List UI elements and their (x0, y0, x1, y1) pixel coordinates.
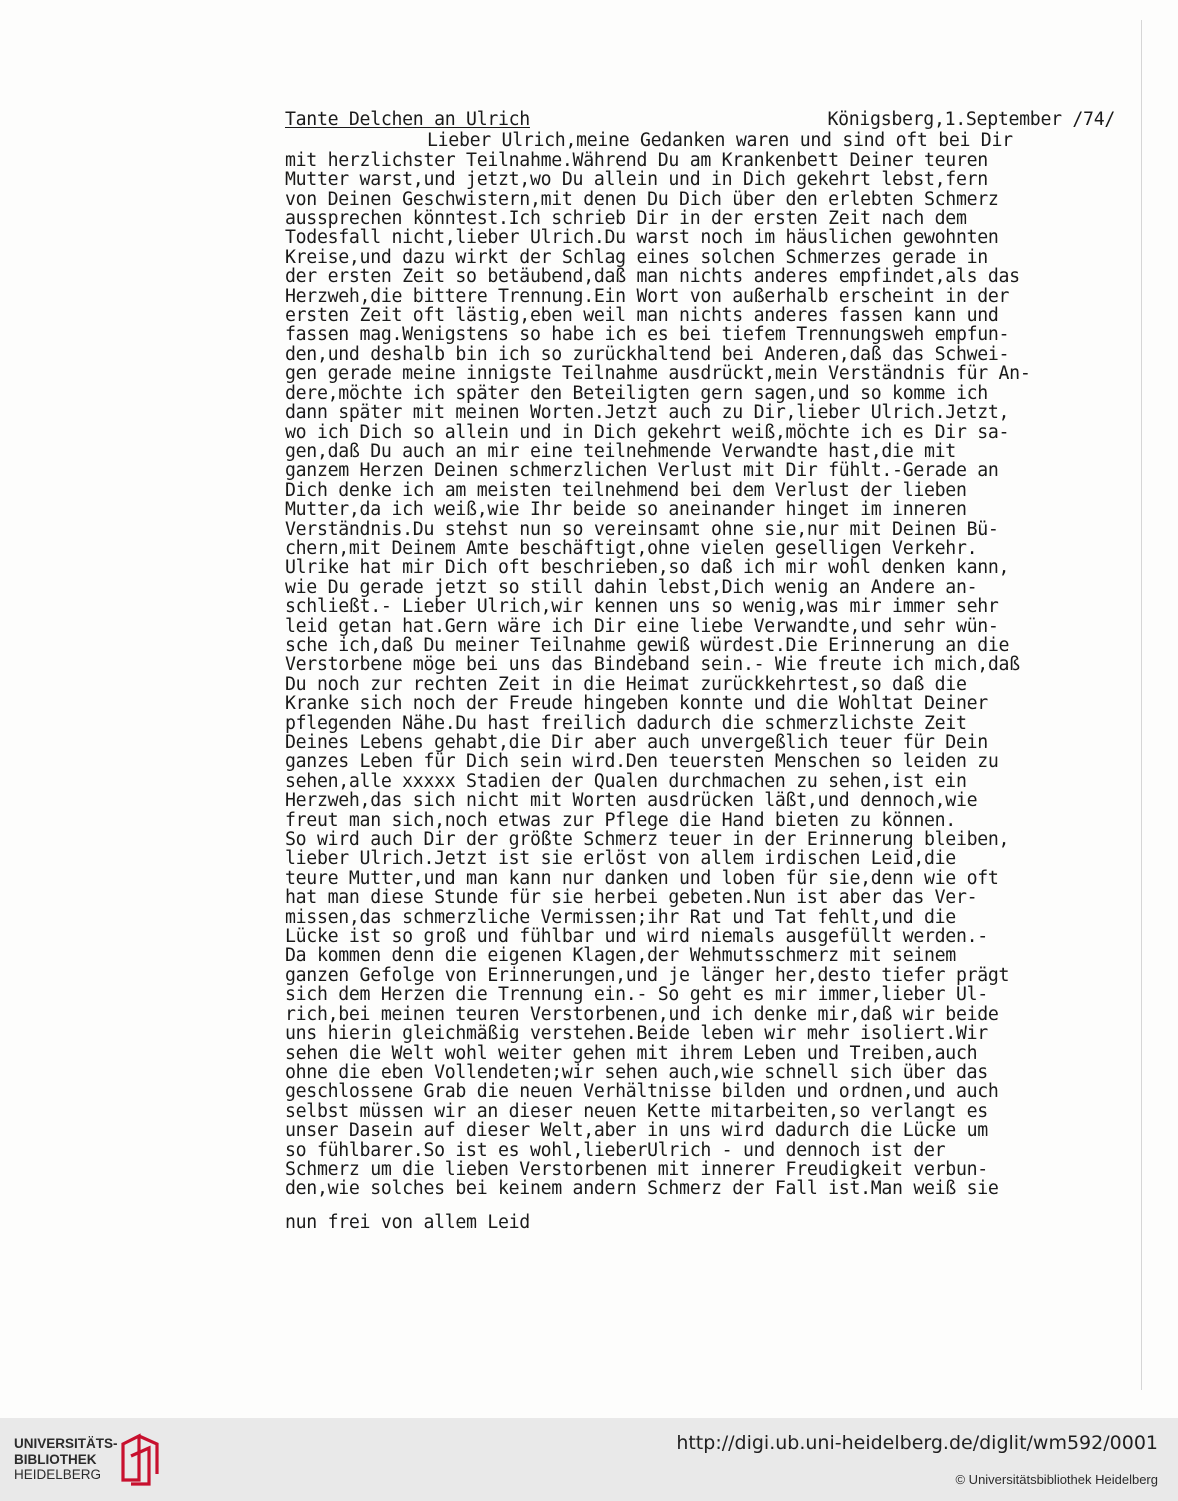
letter-line: Lieber Ulrich,meine Gedanken waren und sind oft bei Dir (427, 131, 1013, 151)
library-emblem-icon (117, 1430, 165, 1486)
letter-line: Todesfall nicht,lieber Ulrich.Du warst noch im häuslichen gewohnten (285, 228, 999, 248)
letter-line: sehen die Welt wohl weiter gehen mit ihrem Leben und Treiben,auch (285, 1043, 978, 1063)
logo-line-1: UNIVERSITÄTS- (14, 1436, 118, 1451)
letter-line: fassen mag.Wenigstens so habe ich es bei tiefem Trennungsweh empfun- (285, 325, 1010, 345)
letter-line: ersten Zeit oft lästig,eben weil man nichts anderes fassen kann und (285, 306, 999, 326)
letter-title: Tante Delchen an Ulrich (285, 109, 530, 130)
letter-line: ganzem Herzen Deinen schmerzlichen Verlust mit Dir fühlt.-Gerade an (285, 461, 999, 481)
letter-header (285, 110, 1115, 129)
letter-line: ganzen Gefolge von Erinnerungen,und je länger her,desto tiefer prägt (285, 965, 1010, 986)
letter-line: So wird auch Dir der größte Schmerz teuer in der Erinnerung bleiben, (285, 830, 1010, 850)
letter-line: gen,daß Du auch an mir eine teilnehmende Verwandte hast,die mit (285, 441, 956, 462)
letter-line: Kreise,und dazu wirkt der Schlag eines solchen Schmerzes gerade in (285, 247, 988, 268)
letter-line: Herzweh,die bittere Trennung.Ein Wort von außerhalb erscheint in der (285, 286, 1010, 307)
letter-line: Verständnis.Du stehst nun so vereinsamt ohne sie,nur mit Deinen Bü- (285, 519, 999, 539)
letter-line: den,und deshalb bin ich so zurückhaltend bei Anderen,daß das Schwei- (285, 344, 1010, 365)
letter-line: sehen,alle xxxxx Stadien der Qualen durchmachen zu sehen,ist ein (285, 771, 967, 792)
letter-line: dere,möchte ich später den Beteiligten gern sagen,und so komme ich (285, 383, 988, 404)
letter-line: ganzes Leben für Dich sein wird.Den teuersten Menschen so leiden zu (285, 752, 999, 772)
letter-line: Kranke sich noch der Freude hingeben konnte und die Wohltat Deiner (285, 694, 988, 714)
logo-line-3: HEIDELBERG (14, 1467, 102, 1482)
letter-place-date: Königsberg,1.September /74/ (827, 109, 1115, 130)
letter-line: Du noch zur rechten Zeit in die Heimat zurückkehrtest,so daß die (285, 674, 967, 695)
letter-line: missen,das schmerzliche Vermissen;ihr Rat und Tat fehlt,und die (285, 907, 956, 928)
letter-line: wo ich Dich so allein und in Dich gekehrt weiß,möchte ich es Dir sa- (285, 422, 1010, 442)
letter-line: chern,mit Deinem Amte beschäftigt,ohne vielen geselligen Verkehr. (285, 538, 978, 559)
copyright-notice: © Universitätsbibliothek Heidelberg (955, 1472, 1158, 1487)
letter-line: selbst müssen wir an dieser neuen Kette mitarbeiten,so verlangt es (285, 1101, 988, 1122)
letter-line: Herzweh,das sich nicht mit Worten ausdrücken läßt,und dennoch,wie (285, 791, 978, 811)
letter-line: uns hierin gleichmäßig verstehen.Beide leben wir mehr isoliert.Wir (285, 1024, 988, 1044)
letter-line: geschlossene Grab die neuen Verhältnisse bilden und ordnen,und auch (285, 1082, 999, 1102)
logo-text (14, 1436, 118, 1483)
letter-closing: nun frei von allem Leid (285, 1212, 530, 1233)
letter-line: sich dem Herzen die Trennung ein.- So geht es mir immer,lieber Ul- (285, 985, 988, 1005)
letter-line: Mutter,da ich weiß,wie Ihr beide so aneinander hinget im inneren (285, 500, 967, 520)
letter-line: ohne die eben Vollendeten;wir sehen auch,wie schnell sich über das (285, 1062, 988, 1083)
letter-line: Ulrike hat mir Dich oft beschrieben,so daß ich mir wohl denken kann, (285, 558, 1010, 578)
letter-line: unser Dasein auf dieser Welt,aber in uns wird dadurch die Lücke um (285, 1121, 988, 1141)
letter-line: lieber Ulrich.Jetzt ist sie erlöst von allem irdischen Leid,die (285, 849, 956, 869)
letter-line: hat man diese Stunde für sie herbei gebeten.Nun ist aber das Ver- (285, 888, 978, 908)
letter-line: teure Mutter,und man kann nur danken und loben für sie,denn wie oft (285, 868, 999, 889)
letter-text (285, 110, 1135, 1232)
letter-line: Da kommen denn die eigenen Klagen,der Wehmutsschmerz mit seinem (285, 946, 956, 966)
letter-line: von Deinen Geschwistern,mit denen Du Dich über den erlebten Schmerz (285, 189, 999, 210)
letter-line: leid getan hat.Gern wäre ich Dir eine liebe Verwandte,und sehr wün- (285, 616, 999, 636)
library-logo[interactable] (14, 1430, 174, 1490)
letter-line: Verstorbene möge bei uns das Bindeband sein.- Wie freute ich mich,daß (285, 655, 1020, 675)
permalink-url[interactable]: http://digi.ub.uni-heidelberg.de/diglit/wm592/0001 (676, 1432, 1158, 1454)
letter-line: den,wie solches bei keinem andern Schmerz der Fall ist.Man weiß sie (285, 1179, 999, 1199)
letter-line: wie Du gerade jetzt so still dahin lebst,Dich wenig an Andere an- (285, 577, 978, 598)
letter-line: dann später mit meinen Worten.Jetzt auch zu Dir,lieber Ulrich.Jetzt, (285, 403, 1010, 423)
letter-line: Schmerz um die lieben Verstorbenen mit innerer Freudigkeit verbun- (285, 1159, 988, 1180)
letter-line: Deines Lebens gehabt,die Dir aber auch unvergeßlich teuer für Dein (285, 733, 988, 753)
letter-line: Dich denke ich am meisten teilnehmend bei dem Verlust der lieben (285, 480, 967, 501)
scan-edge-line (1141, 20, 1142, 1390)
letter-line: Lücke ist so groß und fühlbar und wird niemals ausgefüllt werden.- (285, 927, 988, 947)
letter-line: gen gerade meine innigste Teilnahme ausdrückt,mein Verständnis für An- (285, 364, 1031, 384)
letter-line: so fühlbarer.So ist es wohl,lieberUlrich - und dennoch ist der (285, 1140, 946, 1160)
letter-line: Mutter warst,und jetzt,wo Du allein und in Dich gekehrt lebst,fern (285, 170, 988, 190)
logo-line-2: BIBLIOTHEK (14, 1451, 97, 1467)
letter-line: sche ich,daß Du meiner Teilnahme gewiß würdest.Die Erinnerung an die (285, 635, 1010, 656)
letter-line: rich,bei meinen teuren Verstorbenen,und ich denke mir,daß wir beide (285, 1004, 999, 1025)
letter-line: mit herzlichster Teilnahme.Während Du am Krankenbett Deiner teuren (285, 150, 988, 171)
footer-bar (0, 1418, 1178, 1501)
letter-line: pflegenden Nähe.Du hast freilich dadurch die schmerzlichste Zeit (285, 713, 967, 733)
letter-line: der ersten Zeit so betäubend,daß man nichts anderes empfindet,als das (285, 267, 1020, 287)
letter-line: aussprechen könntest.Ich schrieb Dir in der ersten Zeit nach dem (285, 209, 967, 229)
letter-line: freut man sich,noch etwas zur Pflege die Hand bieten zu können. (285, 810, 956, 831)
letter-line: schließt.- Lieber Ulrich,wir kennen uns so wenig,was mir immer sehr (285, 597, 999, 617)
letter-body (285, 131, 1135, 1198)
